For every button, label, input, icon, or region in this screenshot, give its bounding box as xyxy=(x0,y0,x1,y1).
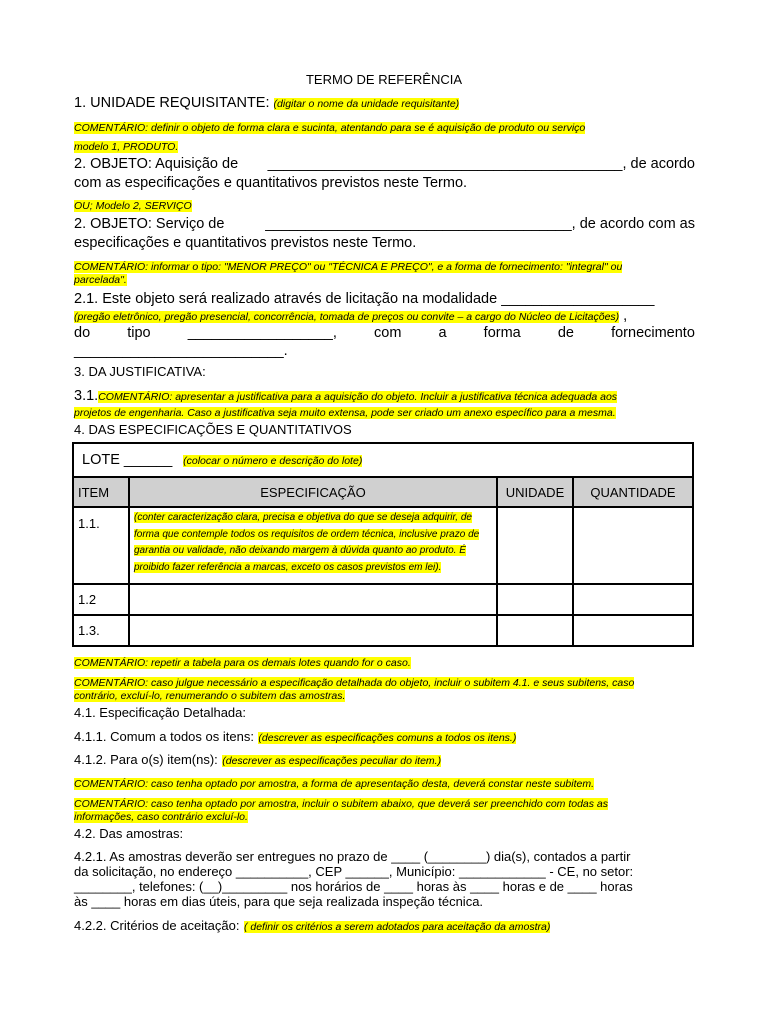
section-1 xyxy=(74,95,695,111)
word-de: de xyxy=(557,325,574,341)
comment-2-line2-wrap xyxy=(74,270,695,288)
word-com: com xyxy=(374,325,402,341)
lote-cell[interactable] xyxy=(73,443,693,477)
section-4-1-1-hint: (descrever as especificações comuns a todos os itens.) xyxy=(258,732,517,744)
lote-table xyxy=(72,442,694,647)
section-3-heading: 3. DA JUSTIFICATIVA: xyxy=(74,364,206,379)
row-1-item: 1.1. xyxy=(73,507,129,584)
word-do: do xyxy=(74,325,91,341)
comment-5 xyxy=(74,774,695,792)
comment-1-line1: COMENTÁRIO: definir o objeto de forma clara e sucinta, atentando para se é aquisição de produto ou serviço xyxy=(74,122,586,134)
section-4-2: 4.2. Das amostras: xyxy=(74,826,184,841)
table-row xyxy=(73,584,693,615)
lote-label: LOTE ______ xyxy=(82,452,173,468)
lote-row xyxy=(73,443,693,477)
section-4-2-1-line3: ________, telefones: (__)_________ nos horários de ____ horas às ____ horas e de ____ horas xyxy=(74,879,633,894)
section-2-1-line3 xyxy=(74,325,695,341)
comment-1-line2-wrap xyxy=(74,137,695,155)
section-3-1-line2-wrap xyxy=(74,403,695,421)
section-4-heading: 4. DAS ESPECIFICAÇÕES E QUANTITATIVOS xyxy=(74,422,352,437)
section-4-2-2-hint: ( definir os critérios a serem adotados para aceitação da amostra) xyxy=(243,921,551,933)
row-3-spec[interactable] xyxy=(129,615,497,646)
section-4-2-1-line2: da solicitação, no endereço __________, CEP ______, Município: ____________ - CE, no setor: xyxy=(74,864,634,879)
blank-tipo: __________________, xyxy=(187,325,337,341)
section-4-1-2-hint: (descrever as especificações peculiar do item.) xyxy=(222,755,442,767)
word-tipo: tipo xyxy=(127,325,151,341)
row-3-unidade[interactable] xyxy=(497,615,573,646)
section-1-hint: (digitar o nome da unidade requisitante) xyxy=(273,98,460,110)
section-4-2-2-label: 4.2.2. Critérios de aceitação: xyxy=(74,918,240,933)
section-4-1-2 xyxy=(74,751,695,769)
row-2-item: 1.2 xyxy=(73,584,129,615)
row-2-spec[interactable] xyxy=(129,584,497,615)
section-2b-line1 xyxy=(74,216,695,232)
comment-3 xyxy=(74,653,695,671)
comment-4-line1: COMENTÁRIO: caso julgue necessário a especificação detalhada do objeto, incluir o subitem 4.1. e seus subitens, caso xyxy=(74,677,635,689)
section-4-1-1 xyxy=(74,728,695,746)
ou-model-2-text: OU; Modelo 2, SERVIÇO xyxy=(74,200,192,212)
word-forma: forma xyxy=(483,325,521,341)
document-title: TERMO DE REFERÊNCIA xyxy=(305,72,462,87)
row-2-quantidade[interactable] xyxy=(573,584,693,615)
row-1-quantidade[interactable] xyxy=(573,507,693,584)
row-1-spec-cell[interactable] xyxy=(129,507,497,584)
comment-6-line2-wrap xyxy=(74,807,695,825)
section-1-label: 1. UNIDADE REQUISITANTE: xyxy=(74,95,270,111)
table-row xyxy=(73,615,693,646)
word-a: a xyxy=(438,325,447,341)
header-unidade: UNIDADE xyxy=(497,477,573,507)
section-3-1-line2: projetos de engenharia. Caso a justificativa seja muito extensa, pode ser criado um anexo específico para a mesma. xyxy=(74,407,616,419)
row-1-spec: (conter caracterização clara, precisa e objetiva do que se deseja adquirir, de forma que contemple todos os requisitos de ordem técnica, inclusive prazo de garantia ou validade, não deixando margem à dúvida quanto ao produto. É proibido fazer referência a marcas, exceto os casos previstos em lei). xyxy=(134,512,480,573)
table-row xyxy=(73,507,693,584)
row-1-unidade[interactable] xyxy=(497,507,573,584)
ou-model-2 xyxy=(74,196,695,214)
section-3-1-num: 3.1. xyxy=(74,388,99,404)
comment-5-text: COMENTÁRIO: caso tenha optado por amostra, a forma de apresentação desta, deverá constar neste subitem. xyxy=(74,778,595,790)
section-4-2-1-line4: às ____ horas em dias úteis, para que seja realizada inspeção técnica. xyxy=(74,894,484,909)
section-3-1-line1: COMENTÁRIO: apresentar a justificativa para a aquisição do objeto. Incluir a justificativa técnica adequada aos xyxy=(98,391,618,403)
section-4-2-2 xyxy=(74,917,695,935)
section-2a-blank: ____________________________________________, de acordo xyxy=(267,156,695,172)
lote-hint: (colocar o número e descrição do lote) xyxy=(183,455,363,467)
section-4-2-1-line1: 4.2.1. As amostras deverão ser entregues no prazo de ____ (________) dia(s), contados a partir xyxy=(74,849,631,864)
section-4-1-2-label: 4.1.2. Para o(s) item(ns): xyxy=(74,752,218,767)
comment-6-line2: informações, caso contrário excluí-lo. xyxy=(74,811,248,823)
comment-6-line1: COMENTÁRIO: caso tenha optado por amostra, incluir o subitem abaixo, que deverá ser preenchido com todas as xyxy=(74,798,609,810)
comment-1 xyxy=(74,118,695,136)
table-header-row xyxy=(73,477,693,507)
comment-4-line2: contrário, excluí-lo, renumerando o subitem das amostras. xyxy=(74,690,346,702)
word-fornecimento: fornecimento xyxy=(611,325,695,341)
row-3-quantidade[interactable] xyxy=(573,615,693,646)
header-quantidade: QUANTIDADE xyxy=(573,477,693,507)
section-2-1-hint: (pregão eletrônico, pregão presencial, concorrência, tomada de preços ou convite – a cargo do Núcleo de Licitações) xyxy=(74,311,620,323)
section-2b-blank: ______________________________________, de acordo com as xyxy=(265,216,695,232)
comment-4-line2-wrap xyxy=(74,686,695,704)
header-item: ITEM xyxy=(73,477,129,507)
comment-2-line2: parcelada". xyxy=(74,274,127,286)
section-2a-text: 2. OBJETO: Aquisição de xyxy=(74,156,239,172)
section-2b-line2: especificações e quantitativos previstos neste Termo. xyxy=(74,235,417,251)
comment-2-line1: COMENTÁRIO: informar o tipo: "MENOR PREÇO" ou "TÉCNICA E PREÇO", e a forma de fornecimento: "integral" ou xyxy=(74,261,623,273)
row-3-item: 1.3. xyxy=(73,615,129,646)
section-2a-line2: com as especificações e quantitativos previstos neste Termo. xyxy=(74,175,468,191)
row-2-unidade[interactable] xyxy=(497,584,573,615)
section-2-1-line1: 2.1. Este objeto será realizado através de licitação na modalidade ___________________ xyxy=(74,291,655,307)
section-2-1-hint-tail: , xyxy=(619,308,628,324)
comment-3-text: COMENTÁRIO: repetir a tabela para os demais lotes quando for o caso. xyxy=(74,657,411,669)
header-especificacao: ESPECIFICAÇÃO xyxy=(129,477,497,507)
section-2-1-line2 xyxy=(74,307,695,325)
section-2b-text: 2. OBJETO: Serviço de xyxy=(74,216,225,232)
section-4-1-1-label: 4.1.1. Comum a todos os itens: xyxy=(74,729,254,744)
comment-1-line2: modelo 1, PRODUTO. xyxy=(74,141,179,153)
section-2-1-line4: __________________________. xyxy=(74,343,288,359)
section-2a-line1 xyxy=(74,156,695,172)
section-4-1: 4.1. Especificação Detalhada: xyxy=(74,705,246,720)
